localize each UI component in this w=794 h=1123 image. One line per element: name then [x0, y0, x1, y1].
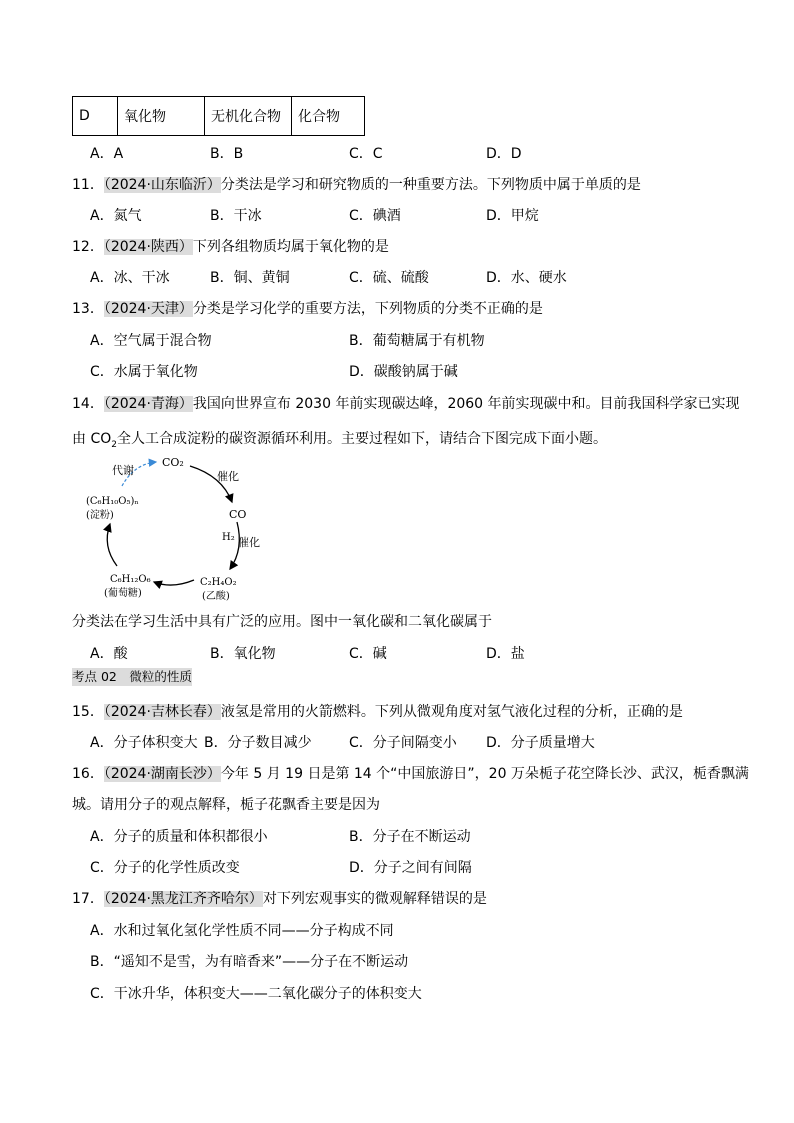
option-c: C．硫、硫酸	[349, 270, 429, 286]
option-b: B．分子在不断运动	[349, 829, 471, 845]
option-c: C．碘酒	[349, 208, 401, 224]
option-a: A．冰、干冰	[90, 270, 170, 286]
acetic-formula-label: C₂H₄O₂	[200, 577, 237, 588]
question-number: 13．	[72, 301, 104, 317]
option-b: B．分子数目减少	[204, 735, 312, 751]
catalyst-label-2: 催化	[238, 536, 260, 549]
question-text: 对下列宏观事实的微观解释错误的是	[262, 891, 487, 907]
glucose-formula-label: C₆H₁₂O₆	[110, 574, 151, 585]
subscript: 2	[111, 439, 117, 450]
question-number: 11．	[72, 177, 104, 193]
glucose-name-label: (葡萄糖)	[104, 588, 142, 599]
option-b: B．“遥知不是雪，为有暗香来”——分子在不断运动	[90, 954, 409, 970]
question-text: 分类法是学习和研究物质的一种重要方法。下列物质中属于单质的是	[220, 177, 641, 193]
question-text: 全人工合成淀粉的碳资源循环利用。主要过程如下，请结合下图完成下面小题。	[116, 431, 607, 447]
option-a: A．分子体积变大	[90, 735, 198, 751]
question-number: 17．	[72, 891, 104, 907]
question-text: 液氢是常用的火箭燃料。下列从微观角度对氢气液化过程的分析，正确的是	[220, 704, 683, 720]
h2-label: H₂	[222, 532, 235, 543]
catalyst-label-1: 催化	[217, 470, 239, 483]
option-a: A．A	[90, 146, 124, 162]
option-b: B．B	[210, 146, 244, 162]
option-c: C．碱	[349, 646, 387, 662]
question-source: （2024·天津）	[103, 301, 193, 317]
option-c: C．干冰升华，体积变大——二氧化碳分子的体积变大	[90, 986, 422, 1002]
option-d: D．分子之间有间隔	[349, 860, 472, 876]
arrow-glucose-to-starch	[107, 524, 117, 566]
question-text: 我国向世界宣布 2030 年前实现碳达峰，2060 年前实现碳中和。目前我国科学家已实现	[192, 396, 740, 412]
question-11	[72, 176, 641, 194]
question-12	[72, 238, 389, 256]
option-c: C．C	[349, 146, 383, 162]
question-source: （2024·山东临沂）	[103, 177, 221, 193]
classification-table	[72, 96, 365, 136]
option-c: C．分子间隔变小	[349, 735, 457, 751]
question-source: （2024·黑龙江齐齐哈尔）	[103, 891, 263, 907]
question-16-line2: 城。请用分子的观点解释，栀子花飘香主要是因为	[72, 797, 380, 813]
option-a: A．水和过氧化氢化学性质不同——分子构成不同	[90, 923, 394, 939]
question-16	[72, 765, 749, 783]
formula-co2: 由 CO	[72, 431, 112, 447]
option-d: D．盐	[486, 646, 525, 662]
question-text: 今年 5 月 19 日是第 14 个“中国旅游日”，20 万朵栀子花空降长沙、武汉，栀香飘满	[220, 766, 749, 782]
option-d: D．甲烷	[486, 208, 539, 224]
option-b: B．氧化物	[210, 646, 276, 662]
question-14	[72, 395, 740, 413]
option-d: D．D	[486, 146, 522, 162]
question-source: （2024·湖南长沙）	[103, 766, 221, 782]
starch-formula-label: (C₆H₁₀O₅)ₙ	[86, 496, 139, 507]
option-b: B．葡萄糖属于有机物	[349, 333, 485, 349]
question-source: （2024·吉林长春）	[103, 704, 221, 720]
option-d: D．水、硬水	[486, 270, 567, 286]
option-b: B．干冰	[210, 208, 262, 224]
table-cell: D	[73, 97, 118, 136]
co2-label: CO₂	[162, 456, 184, 469]
question-text: 分类是学习化学的重要方法，下列物质的分类不正确的是	[192, 301, 543, 317]
option-a: A．分子的质量和体积都很小	[90, 829, 268, 845]
question-number: 15．	[72, 704, 104, 720]
starch-name-label: (淀粉)	[86, 510, 114, 521]
question-source: （2024·青海）	[103, 396, 193, 412]
co-label: CO	[229, 508, 247, 521]
question-source: （2024·陕西）	[103, 239, 193, 255]
option-c: C．分子的化学性质改变	[90, 860, 240, 876]
question-number: 16．	[72, 766, 104, 782]
option-d: D．碳酸钠属于碱	[349, 364, 458, 380]
carbon-cycle-diagram	[72, 454, 272, 604]
option-d: D．分子质量增大	[486, 735, 595, 751]
option-a: A．空气属于混合物	[90, 333, 212, 349]
option-a: A．酸	[90, 646, 128, 662]
acetic-name-label: (乙酸)	[202, 591, 230, 602]
arrow-acetic-to-glucose	[154, 580, 194, 585]
table-cell: 无机化合物	[205, 97, 292, 136]
question-14-line2	[72, 430, 607, 454]
section-heading: 考点 02 微粒的性质	[72, 669, 192, 684]
question-text: 下列各组物质均属于氧化物的是	[192, 239, 389, 255]
question-number: 14．	[72, 396, 104, 412]
question-15	[72, 703, 683, 721]
table-row	[73, 97, 365, 136]
question-number: 12．	[72, 239, 104, 255]
question-14-prompt: 分类法在学习生活中具有广泛的应用。图中一氧化碳和二氧化碳属于	[72, 614, 492, 630]
metabolism-label: 代谢	[112, 464, 134, 477]
question-17	[72, 890, 487, 908]
table-cell: 化合物	[292, 97, 365, 136]
question-13	[72, 300, 543, 318]
option-b: B．铜、黄铜	[210, 270, 290, 286]
option-c: C．水属于氧化物	[90, 364, 198, 380]
table-cell: 氧化物	[118, 97, 205, 136]
option-a: A．氮气	[90, 208, 142, 224]
